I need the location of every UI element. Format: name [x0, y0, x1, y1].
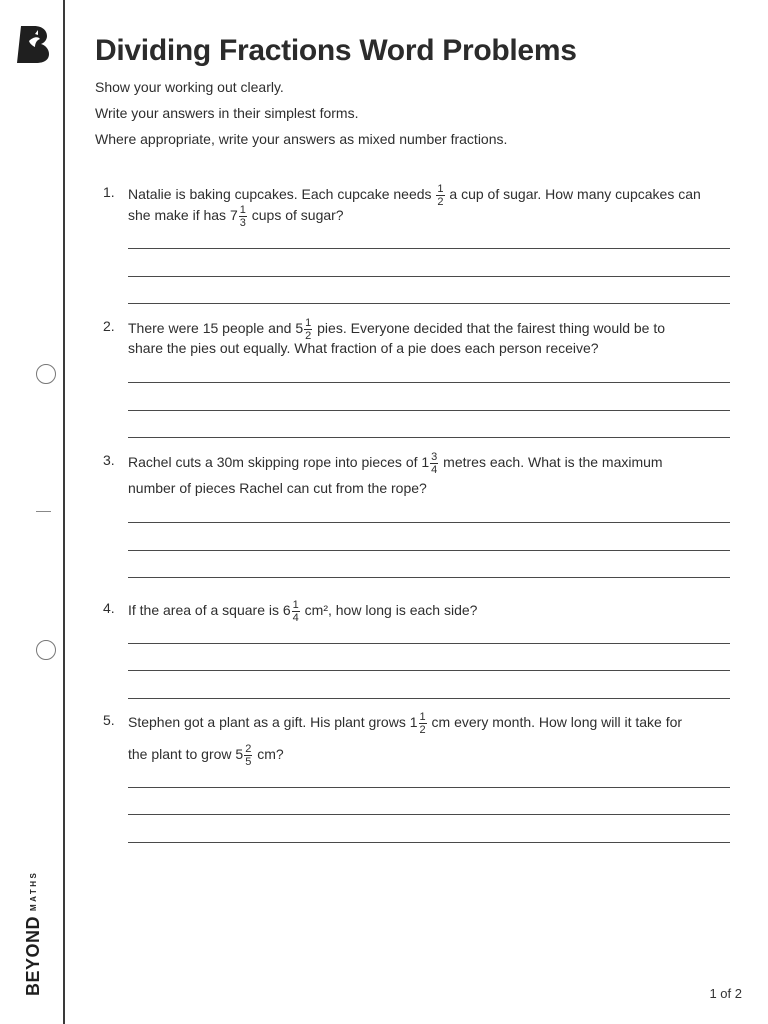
answer-line[interactable]	[128, 303, 730, 304]
punch-hole-top	[36, 364, 56, 384]
fraction: $\frac{1}{3}$	[239, 204, 246, 229]
answer-line[interactable]	[128, 437, 730, 438]
answer-line[interactable]	[128, 787, 730, 788]
question-line: share the pies out equally. What fraction of a pie does each person receive?	[128, 340, 599, 356]
question-number: 1.	[103, 184, 115, 200]
fraction: $\frac{1}{2}$	[419, 711, 426, 736]
fraction: $\frac{1}{4}$	[292, 599, 299, 624]
fraction: $\frac{1}{2}$	[437, 183, 444, 208]
answer-line[interactable]	[128, 643, 730, 644]
question-line: Rachel cuts a 30m skipping rope into pieces of 1 $\frac{3}{4}$ metres each. What is the maximum	[128, 451, 663, 476]
question-line: If the area of a square is 6 $\frac{1}{4}$ cm², how long is each side?	[128, 599, 478, 624]
question-number: 4.	[103, 600, 115, 616]
question-line: Stephen got a plant as a gift. His plant grows 1 $\frac{1}{2}$ cm every month. How long will it take for	[128, 711, 683, 736]
answer-line[interactable]	[128, 410, 730, 411]
brand-vertical	[23, 871, 44, 996]
answer-line[interactable]	[128, 814, 730, 815]
question-line: number of pieces Rachel can cut from the rope?	[128, 480, 427, 496]
fraction: $\frac{3}{4}$	[431, 451, 438, 476]
question-number: 3.	[103, 452, 115, 468]
answer-line[interactable]	[128, 550, 730, 551]
instruction-1: Show your working out clearly.	[95, 79, 284, 95]
answer-line[interactable]	[128, 842, 730, 843]
question-line: she make if has 7 $\frac{1}{3}$ cups of sugar?	[128, 204, 344, 229]
fraction: $\frac{1}{2}$	[305, 317, 312, 342]
worksheet-title: Dividing Fractions Word Problems	[95, 34, 577, 67]
brand-sub: MATHS	[29, 870, 38, 911]
question-number: 5.	[103, 712, 115, 728]
fraction: $\frac{2}{5}$	[245, 743, 252, 768]
instruction-3: Where appropriate, write your answers as mixed number fractions.	[95, 131, 508, 147]
question-line: Natalie is baking cupcakes. Each cupcake needs $\frac{1}{2}$ a cup of sugar. How many cupcakes can	[128, 183, 701, 208]
answer-line[interactable]	[128, 698, 730, 699]
question-number: 2.	[103, 318, 115, 334]
page-number: 1 of 2	[709, 986, 742, 1001]
brand-name: BEYOND	[23, 915, 43, 996]
margin-rule	[63, 0, 65, 1024]
answer-line[interactable]	[128, 276, 730, 277]
beyond-logo-icon	[16, 24, 50, 64]
punch-hole-bottom	[36, 640, 56, 660]
answer-line[interactable]	[128, 577, 730, 578]
answer-line[interactable]	[128, 382, 730, 383]
answer-line[interactable]	[128, 522, 730, 523]
answer-line[interactable]	[128, 248, 730, 249]
question-line: the plant to grow 5 $\frac{2}{5}$ cm?	[128, 743, 284, 768]
instruction-2: Write your answers in their simplest forms.	[95, 105, 359, 121]
fold-mark	[36, 511, 51, 512]
answer-line[interactable]	[128, 670, 730, 671]
question-line: There were 15 people and 5 $\frac{1}{2}$ pies. Everyone decided that the fairest thing would be to	[128, 317, 666, 342]
